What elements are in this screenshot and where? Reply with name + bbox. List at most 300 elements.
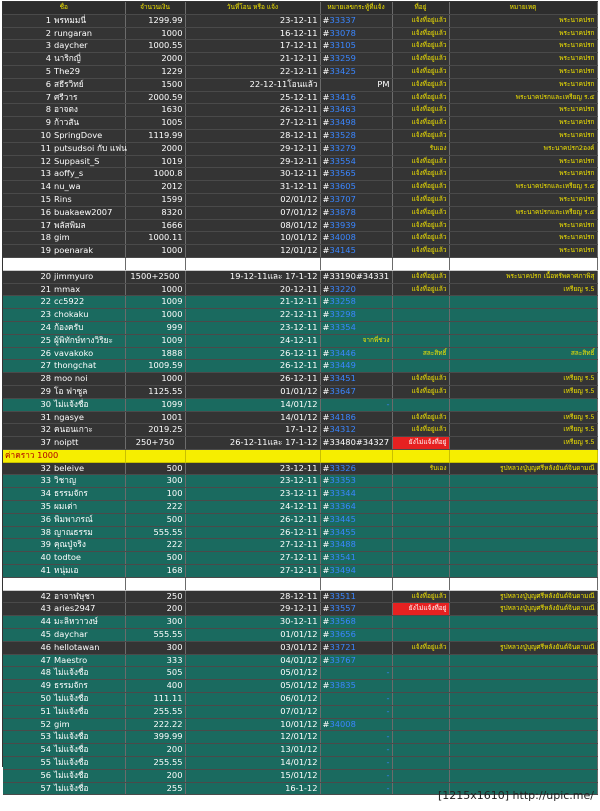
row-number: 35 [40, 501, 51, 512]
thread-cell[interactable] [320, 373, 392, 386]
row-number: 32 [40, 462, 51, 473]
address-status-cell [392, 629, 449, 642]
address-status-cell: แจ้งที่อยู่แล้ว [392, 117, 449, 130]
note-cell: พระนาคปรก [449, 245, 597, 258]
row-number: 26 [40, 347, 51, 358]
address-status-cell [392, 539, 449, 552]
thread-number: 33463 [329, 104, 356, 115]
date-cell: 10/01/12 [185, 718, 320, 731]
amount-cell: 1001 [125, 411, 185, 424]
thread-cell[interactable] [320, 91, 392, 104]
amount-cell: 333 [125, 654, 185, 667]
thread-cell[interactable] [320, 654, 392, 667]
thread-cell[interactable] [320, 526, 392, 539]
thread-number: 33528 [329, 129, 356, 140]
thread-cell[interactable] [320, 603, 392, 616]
date-cell: 23-12-11 [185, 475, 320, 488]
table-row [3, 181, 597, 194]
thread-number: 33298 [329, 309, 356, 320]
row-number: 14 [40, 181, 51, 192]
row-number: 3 [45, 40, 51, 51]
donation-table [3, 2, 598, 795]
empty-cell [125, 577, 185, 590]
table-row [3, 424, 597, 437]
table-row [3, 40, 597, 53]
address-status-cell: รับเอง [392, 462, 449, 475]
amount-cell: 500 [125, 552, 185, 565]
amount-cell: 100 [125, 488, 185, 501]
thread-cell[interactable] [320, 27, 392, 40]
thread-cell[interactable]: จากพี่ช่วง [320, 334, 392, 347]
donor-cell [3, 629, 125, 642]
address-status-cell: แจ้งที่อยู่แล้ว [392, 155, 449, 168]
thread-cell[interactable] [320, 168, 392, 181]
date-cell: 26-12-11 [185, 513, 320, 526]
note-cell: พระนาคปรก [449, 193, 597, 206]
row-number: 44 [40, 616, 51, 627]
thread-cell[interactable] [320, 104, 392, 117]
thread-cell[interactable] [320, 424, 392, 437]
thread-cell[interactable] [320, 501, 392, 514]
address-status-cell [392, 769, 449, 782]
thread-cell[interactable] [320, 232, 392, 245]
thread-cell[interactable] [320, 129, 392, 142]
date-cell: 23-12-11 [185, 321, 320, 334]
date-cell: 14/01/12 [185, 411, 320, 424]
hash-symbol: # [322, 91, 330, 102]
amount-cell: 505 [125, 667, 185, 680]
note-cell: พระนาคปรกและเหรียญ ร.๕ [449, 181, 597, 194]
date-cell: 22-12-11 [185, 65, 320, 78]
empty-cell [185, 449, 320, 462]
thread-cell[interactable] [320, 321, 392, 334]
table-row [3, 78, 597, 91]
table-row [3, 321, 597, 334]
thread-number: 33494 [329, 565, 356, 576]
donor-name: ญาณธรรม [54, 526, 93, 537]
thread-number: 33565 [329, 168, 356, 179]
table-row [3, 347, 597, 360]
address-status-cell: แจ้งที่อยู่แล้ว [392, 270, 449, 283]
date-cell: 31-12-11 [185, 181, 320, 194]
table-row [3, 757, 597, 770]
thread-cell[interactable] [320, 270, 392, 283]
thread-cell[interactable] [320, 193, 392, 206]
amount-cell: 1299.99 [125, 14, 185, 27]
thread-cell[interactable] [320, 437, 392, 450]
thread-cell[interactable]: - [320, 757, 392, 770]
donor-name: อาจาฬษุชา [54, 590, 95, 601]
thread-cell[interactable]: - [320, 693, 392, 706]
note-cell [449, 731, 597, 744]
amount-cell: 255 [125, 782, 185, 795]
hash-symbol: # [322, 629, 330, 640]
table-row [3, 629, 597, 642]
thread-number: 33353 [329, 475, 356, 486]
thread-cell[interactable] [320, 718, 392, 731]
address-status-cell: แจ้งที่อยู่แล้ว [392, 219, 449, 232]
address-status-cell [392, 654, 449, 667]
note-cell: รูปหลวงปู่บุญศรีหลังยันต์จินดามณี [449, 462, 597, 475]
thread-cell[interactable] [320, 641, 392, 654]
date-cell: 05/01/12 [185, 667, 320, 680]
thread-cell[interactable] [320, 347, 392, 360]
donor-name: moo noi [54, 373, 88, 384]
hash-symbol: # [322, 539, 330, 550]
table-row [3, 769, 597, 782]
date-cell: 27-12-11 [185, 552, 320, 565]
donor-name: poenarak [54, 245, 94, 256]
address-status-cell: แจ้งที่อยู่แล้ว [392, 14, 449, 27]
row-number: 20 [40, 270, 51, 281]
address-status-cell [392, 296, 449, 309]
thread-cell[interactable] [320, 488, 392, 501]
address-status-cell [392, 705, 449, 718]
thread-cell[interactable] [320, 40, 392, 53]
amount-cell: 2000 [125, 142, 185, 155]
note-cell [449, 398, 597, 411]
date-cell: 26-12-11 [185, 373, 320, 386]
address-status-cell: แจ้งที่อยู่แล้ว [392, 206, 449, 219]
address-status-cell [392, 552, 449, 565]
hash-symbol: # [322, 27, 330, 38]
image-footer: [1215x1610] http://upic.me/ [437, 789, 594, 802]
date-cell: 21-12-11 [185, 53, 320, 66]
donor-cell [3, 488, 125, 501]
amount-cell: 1009.59 [125, 360, 185, 373]
thread-cell[interactable] [320, 206, 392, 219]
thread-number: 34008 [329, 718, 356, 729]
donor-name: buakaew2007 [54, 206, 113, 217]
row-number: 7 [45, 91, 51, 102]
donor-name: ผู้พิทักษ์ทางวิริยะ [54, 334, 113, 345]
empty-cell [185, 257, 320, 270]
address-status-cell: ยังไม่แจ้งที่อยู่ [392, 437, 449, 450]
date-cell: 29-12-11 [185, 142, 320, 155]
donor-cell [3, 232, 125, 245]
thread-cell[interactable] [320, 616, 392, 629]
table-row [3, 27, 597, 40]
address-status-cell [392, 757, 449, 770]
thread-cell[interactable] [320, 155, 392, 168]
donor-name: ไม่แจ้งชื่อ [54, 398, 89, 409]
note-cell [449, 526, 597, 539]
hash-symbol: # [322, 616, 330, 627]
donor-name: ก้องครับ [54, 321, 84, 332]
row-number: 41 [40, 565, 51, 576]
note-cell: พระนาคปรก [449, 65, 597, 78]
date-cell: 05/01/12 [185, 680, 320, 693]
thread-number: 33416 [329, 91, 356, 102]
thread-number: 33557 [329, 603, 356, 614]
table-row [3, 731, 597, 744]
amount-cell: 399.99 [125, 731, 185, 744]
address-status-cell: แจ้งที่อยู่แล้ว [392, 411, 449, 424]
empty-cell [392, 577, 449, 590]
donor-cell [3, 667, 125, 680]
amount-cell: 1888 [125, 347, 185, 360]
donor-cell [3, 424, 125, 437]
row-number: 48 [40, 667, 51, 678]
donor-name: aoffy_s [54, 168, 84, 179]
donor-cell [3, 731, 125, 744]
hash-symbol: # [322, 603, 330, 614]
hash-symbol: # [322, 654, 330, 665]
note-cell [449, 693, 597, 706]
amount-cell: 250 [125, 590, 185, 603]
thread-cell[interactable]: - [320, 705, 392, 718]
donor-name: ไม่แจ้งชื่อ [54, 693, 89, 704]
date-cell: 28-12-11 [185, 129, 320, 142]
donor-name: putsudsoi กับ แฟน [54, 142, 127, 153]
thread-cell[interactable]: - [320, 731, 392, 744]
hash-symbol: # [322, 552, 330, 563]
thread-cell[interactable] [320, 539, 392, 552]
table-row [3, 129, 597, 142]
thread-cell[interactable] [320, 385, 392, 398]
thread-cell[interactable] [320, 629, 392, 642]
amount-cell: 255.55 [125, 757, 185, 770]
donor-cell [3, 168, 125, 181]
address-status-cell: แจ้งที่อยู่แล้ว [392, 78, 449, 91]
thread-cell[interactable] [320, 309, 392, 322]
note-cell: รูปหลวงปู่บุญศรีหลังยันต์จินดามณี [449, 590, 597, 603]
donor-name: ไม่แจ้งชื่อ [54, 705, 89, 716]
date-cell: 17-1-12 [185, 424, 320, 437]
hash-symbol: # [322, 245, 330, 256]
donor-cell [3, 245, 125, 258]
thread-number: 33939 [329, 219, 356, 230]
date-cell: 24-12-11 [185, 334, 320, 347]
date-cell: 26-12-11 [185, 104, 320, 117]
donor-cell [3, 27, 125, 40]
amount-cell: 1000 [125, 283, 185, 296]
donor-name: มะลิหวาวงษ์ [54, 616, 98, 627]
thread-cell[interactable] [320, 181, 392, 194]
amount-cell: 999 [125, 321, 185, 334]
donor-name: ไม่แจ้งชื่อ [54, 782, 89, 793]
thread-cell[interactable] [320, 65, 392, 78]
donor-cell [3, 539, 125, 552]
thread-cell[interactable] [320, 475, 392, 488]
table-row [3, 245, 597, 258]
thread-cell[interactable] [320, 552, 392, 565]
thread-cell[interactable] [320, 590, 392, 603]
thread-number: 33554 [329, 155, 356, 166]
address-status-cell [392, 718, 449, 731]
note-cell [449, 488, 597, 501]
hash-symbol: # [322, 232, 330, 243]
row-number: 17 [40, 219, 51, 230]
amount-cell: 1009 [125, 334, 185, 347]
table-row [3, 65, 597, 78]
thread-cell[interactable]: - [320, 667, 392, 680]
date-cell: 20-12-11 [185, 283, 320, 296]
date-cell: 23-12-11 [185, 14, 320, 27]
date-cell: 17-12-11 [185, 40, 320, 53]
donor-cell [3, 206, 125, 219]
donor-name: คนอนเกาะ [54, 424, 93, 435]
amount-cell: 168 [125, 565, 185, 578]
note-cell [449, 757, 597, 770]
amount-cell: 1005 [125, 117, 185, 130]
thread-cell[interactable] [320, 680, 392, 693]
address-status-cell [392, 398, 449, 411]
date-cell: 21-12-11 [185, 296, 320, 309]
address-status-cell: แจ้งที่อยู่แล้ว [392, 424, 449, 437]
donor-cell [3, 398, 125, 411]
hash-symbol: # [322, 526, 330, 537]
thread-cell[interactable] [320, 565, 392, 578]
donor-name: mmax [54, 283, 81, 294]
thread-cell[interactable] [320, 219, 392, 232]
row-number: 1 [45, 14, 51, 25]
donor-cell [3, 181, 125, 194]
empty-cell [392, 257, 449, 270]
amount-cell: 1009 [125, 296, 185, 309]
donor-cell [3, 462, 125, 475]
thread-cell[interactable]: - [320, 782, 392, 795]
note-cell: เหรียญ ร.5 [449, 411, 597, 424]
donor-name: nu_wa [54, 181, 81, 192]
thread-cell[interactable]: PM [320, 78, 392, 91]
row-number: 9 [45, 117, 51, 128]
note-cell [449, 705, 597, 718]
hash-symbol: # [322, 117, 330, 128]
amount-cell: 1000 [125, 373, 185, 386]
table-body [3, 14, 597, 795]
address-status-cell: แจ้งที่อยู่แล้ว [392, 283, 449, 296]
address-status-cell: แจ้งที่อยู่แล้ว [392, 232, 449, 245]
hash-symbol: # [322, 219, 330, 230]
thread-cell[interactable] [320, 360, 392, 373]
row-number: 43 [40, 603, 51, 614]
thread-cell[interactable] [320, 411, 392, 424]
thread-cell[interactable]: - [320, 398, 392, 411]
table-row [3, 385, 597, 398]
row-number: 53 [40, 731, 51, 742]
note-cell: รูปหลวงปู่บุญศรีหลังยันต์จินดามณี [449, 641, 597, 654]
table-row [3, 641, 597, 654]
hash-symbol: # [322, 437, 330, 448]
donor-cell [3, 616, 125, 629]
table-row [3, 513, 597, 526]
table-row [3, 360, 597, 373]
note-cell [449, 769, 597, 782]
date-cell: 06/01/12 [185, 693, 320, 706]
address-status-cell [392, 680, 449, 693]
date-cell: 27-12-11 [185, 117, 320, 130]
hash-symbol: # [322, 296, 330, 307]
thread-cell[interactable] [320, 245, 392, 258]
thread-number: 33605 [329, 181, 356, 192]
address-status-cell: แจ้งที่อยู่แล้ว [392, 129, 449, 142]
hash-symbol: # [322, 142, 330, 153]
row-number: 24 [40, 321, 51, 332]
thread-number: 33455 [329, 526, 356, 537]
row-number: 21 [40, 283, 51, 294]
table-row [3, 232, 597, 245]
thread-cell[interactable] [320, 117, 392, 130]
donor-name: ก้าวสัน [54, 117, 80, 128]
donor-name: ไม่แจ้งชื่อ [54, 744, 89, 755]
hash-symbol: # [322, 104, 330, 115]
empty-cell [449, 577, 597, 590]
note-cell: พระนาคปรกและเหรียญ ร.๕ [449, 206, 597, 219]
donor-name: Suppasit_S [54, 155, 100, 166]
donor-name: noiptt [54, 437, 79, 448]
thread-cell[interactable]: - [320, 769, 392, 782]
donor-cell [3, 155, 125, 168]
amount-cell: 1000.8 [125, 168, 185, 181]
table-row [3, 155, 597, 168]
address-status-cell [392, 744, 449, 757]
thread-cell[interactable]: - [320, 744, 392, 757]
row-number: 27 [40, 360, 51, 371]
donor-cell [3, 526, 125, 539]
table-row [3, 14, 597, 27]
amount-cell: 2019.25 [125, 424, 185, 437]
note-cell [449, 475, 597, 488]
hash-symbol: # [322, 270, 330, 281]
date-cell: 04/01/12 [185, 654, 320, 667]
note-cell [449, 718, 597, 731]
thread-cell[interactable] [320, 462, 392, 475]
hash-symbol: # [322, 360, 330, 371]
header-thread: หมายเลขกระทู้ที่แจ้ง [320, 2, 392, 14]
donor-cell [3, 513, 125, 526]
row-number: 2 [45, 27, 51, 38]
donor-cell [3, 193, 125, 206]
donor-cell [3, 219, 125, 232]
date-cell: 26-12-11 [185, 526, 320, 539]
date-cell: 08/01/12 [185, 219, 320, 232]
donor-name: daycher [54, 40, 88, 51]
thread-cell[interactable] [320, 296, 392, 309]
date-cell: 02/01/12 [185, 193, 320, 206]
donor-cell [3, 718, 125, 731]
table-row [3, 270, 597, 283]
donor-cell [3, 91, 125, 104]
thread-cell[interactable] [320, 142, 392, 155]
table-row [3, 142, 597, 155]
note-cell [449, 296, 597, 309]
thread-cell[interactable] [320, 14, 392, 27]
table-row [3, 168, 597, 181]
thread-cell[interactable] [320, 53, 392, 66]
header-name: ชื่อ [3, 2, 125, 14]
donor-name: อาจตง [54, 104, 78, 115]
table-row [3, 744, 597, 757]
thread-number: 33259 [329, 53, 356, 64]
row-number: 52 [40, 718, 51, 729]
row-number: 15 [40, 193, 51, 204]
note-cell: พระนาคปรก [449, 155, 597, 168]
thread-cell[interactable] [320, 513, 392, 526]
note-cell: เหรียญ ร.5 [449, 283, 597, 296]
date-cell: 07/01/12 [185, 705, 320, 718]
thread-number: 33105 [329, 40, 356, 51]
table-row [3, 488, 597, 501]
row-number: 11 [40, 142, 51, 153]
table-row [3, 437, 597, 450]
section-separator-row [3, 449, 597, 462]
row-number: 22 [40, 296, 51, 307]
thread-cell[interactable] [320, 283, 392, 296]
amount-cell: 200 [125, 603, 185, 616]
donor-name: Maestro [54, 654, 88, 665]
date-cell: 12/01/12 [185, 245, 320, 258]
